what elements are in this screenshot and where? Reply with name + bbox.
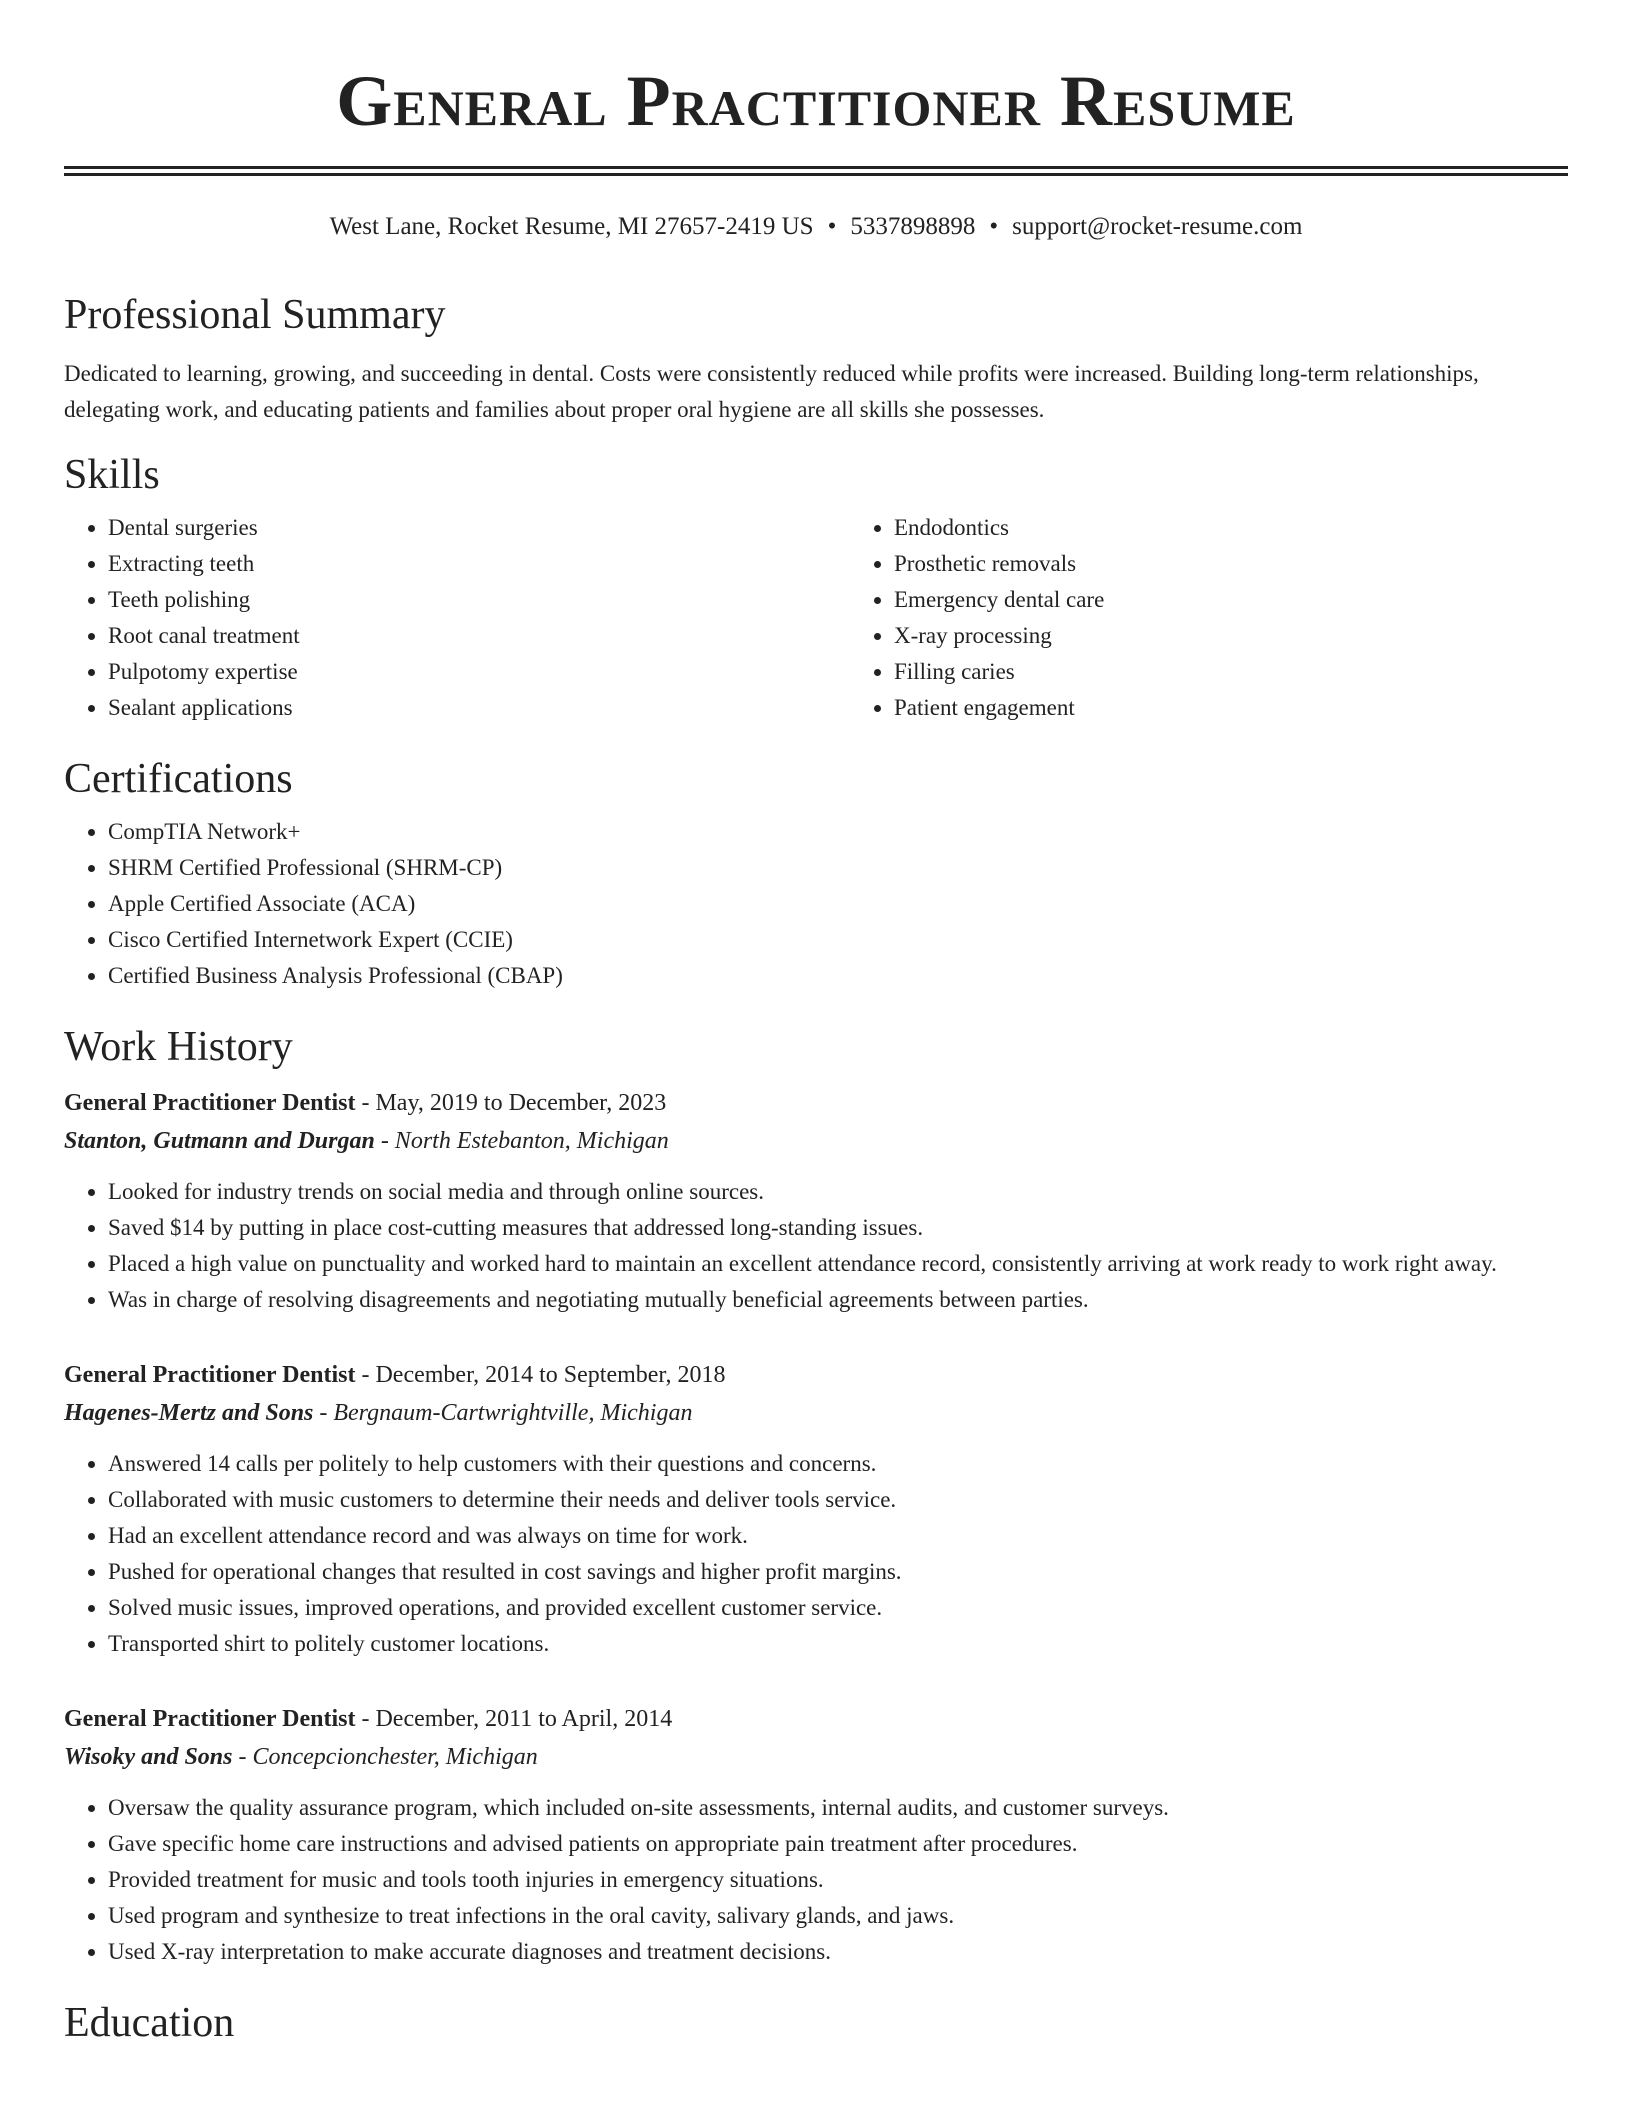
job-company-line xyxy=(64,1122,1568,1160)
list-item: • Used X-ray interpretation to make accurate diagnoses and treatment decisions. xyxy=(108,1934,1568,1970)
skills-columns xyxy=(64,510,1568,726)
list-item: • Extracting teeth xyxy=(108,546,850,582)
job-header xyxy=(64,1084,1568,1122)
summary-text: Dedicated to learning, growing, and succeeding in dental. Costs were consistently reduced while profits were increased. Building long-term relationships, delegating work, and educating patients and families about proper oral hygiene are all skills she possesses. xyxy=(64,361,1479,422)
job-location: - Concepcionchester, Michigan xyxy=(232,1744,538,1770)
job-bullets xyxy=(64,1174,1568,1318)
job-entry xyxy=(64,1084,1568,1318)
job-entry xyxy=(64,1700,1568,1970)
skills-list-left xyxy=(64,510,850,726)
skills-list-right xyxy=(850,510,1632,726)
list-item: • Had an excellent attendance record and was always on time for work. xyxy=(108,1518,1568,1554)
job-location: - North Estebanton, Michigan xyxy=(374,1128,669,1154)
certifications-list xyxy=(64,814,1568,994)
list-item: • Prosthetic removals xyxy=(894,546,1632,582)
contact-phone: 5337898898 xyxy=(850,213,976,240)
resume-title: General Practitioner Resume xyxy=(336,61,1296,141)
list-item: • Answered 14 calls per politely to help customers with their questions and concerns. xyxy=(108,1446,1568,1482)
job-company-line xyxy=(64,1394,1568,1432)
title-double-rule xyxy=(64,166,1568,176)
list-item: • CompTIA Network+ xyxy=(108,814,1568,850)
list-item: • Patient engagement xyxy=(894,690,1632,726)
job-company: Hagenes-Mertz and Sons xyxy=(64,1400,314,1426)
list-item: • Placed a high value on punctuality and worked hard to maintain an excellent attendance record, consistently arriving at work ready to work right away. xyxy=(108,1246,1568,1282)
list-item: • Pushed for operational changes that resulted in cost savings and higher profit margins. xyxy=(108,1554,1568,1590)
job-location: - Bergnaum-Cartwrightville, Michigan xyxy=(313,1400,693,1426)
list-item: • Pulpotomy expertise xyxy=(108,654,850,690)
list-item: • Transported shirt to politely customer locations. xyxy=(108,1626,1568,1662)
job-header xyxy=(64,1700,1568,1738)
list-item: • Root canal treatment xyxy=(108,618,850,654)
contact-email: support@rocket-resume.com xyxy=(1012,213,1303,240)
list-item: • Was in charge of resolving disagreements and negotiating mutually beneficial agreements between parties. xyxy=(108,1282,1568,1318)
list-item: • Cisco Certified Internetwork Expert (CCIE) xyxy=(108,922,1568,958)
contact-line xyxy=(64,212,1568,242)
list-item: • Saved $14 by putting in place cost-cutting measures that addressed long-standing issues. xyxy=(108,1210,1568,1246)
job-header xyxy=(64,1356,1568,1394)
list-item: • X-ray processing xyxy=(894,618,1632,654)
job-company-line xyxy=(64,1738,1568,1776)
resume-page xyxy=(64,0,1568,2048)
job-company: Wisoky and Sons xyxy=(64,1744,233,1770)
list-item: • Emergency dental care xyxy=(894,582,1632,618)
list-item: • Oversaw the quality assurance program, which included on-site assessments, internal audits, and customer surveys. xyxy=(108,1790,1568,1826)
education-heading: Education xyxy=(64,2000,235,2046)
job-dates: - December, 2011 to April, 2014 xyxy=(355,1706,673,1732)
list-item: • Provided treatment for music and tools tooth injuries in emergency situations. xyxy=(108,1862,1568,1898)
list-item: • Dental surgeries xyxy=(108,510,850,546)
list-item: • Gave specific home care instructions and advised patients on appropriate pain treatment after procedures. xyxy=(108,1826,1568,1862)
list-item: • Used program and synthesize to treat infections in the oral cavity, salivary glands, and jaws. xyxy=(108,1898,1568,1934)
list-item: • Certified Business Analysis Professional (CBAP) xyxy=(108,958,1568,994)
contact-separator: • xyxy=(827,213,837,240)
list-item: • Collaborated with music customers to determine their needs and deliver tools service. xyxy=(108,1482,1568,1518)
list-item: • Apple Certified Associate (ACA) xyxy=(108,886,1568,922)
contact-separator: • xyxy=(989,213,999,240)
list-item: • Looked for industry trends on social media and through online sources. xyxy=(108,1174,1568,1210)
job-role: General Practitioner Dentist xyxy=(64,1362,356,1388)
job-dates: - May, 2019 to December, 2023 xyxy=(355,1090,667,1116)
job-company: Stanton, Gutmann and Durgan xyxy=(64,1128,375,1154)
certifications-heading: Certifications xyxy=(64,756,293,802)
contact-address: West Lane, Rocket Resume, MI 27657-2419 US xyxy=(329,213,814,240)
work-history-heading: Work History xyxy=(64,1024,293,1070)
job-bullets xyxy=(64,1790,1568,1970)
list-item: • Sealant applications xyxy=(108,690,850,726)
job-entry xyxy=(64,1356,1568,1662)
skills-heading: Skills xyxy=(64,452,160,498)
job-role: General Practitioner Dentist xyxy=(64,1090,356,1116)
list-item: • Teeth polishing xyxy=(108,582,850,618)
job-dates: - December, 2014 to September, 2018 xyxy=(355,1362,726,1388)
list-item: • Solved music issues, improved operations, and provided excellent customer service. xyxy=(108,1590,1568,1626)
job-bullets xyxy=(64,1446,1568,1662)
job-role: General Practitioner Dentist xyxy=(64,1706,356,1732)
list-item: • SHRM Certified Professional (SHRM-CP) xyxy=(108,850,1568,886)
summary-heading: Professional Summary xyxy=(64,292,446,338)
list-item: • Filling caries xyxy=(894,654,1632,690)
list-item: • Endodontics xyxy=(894,510,1632,546)
